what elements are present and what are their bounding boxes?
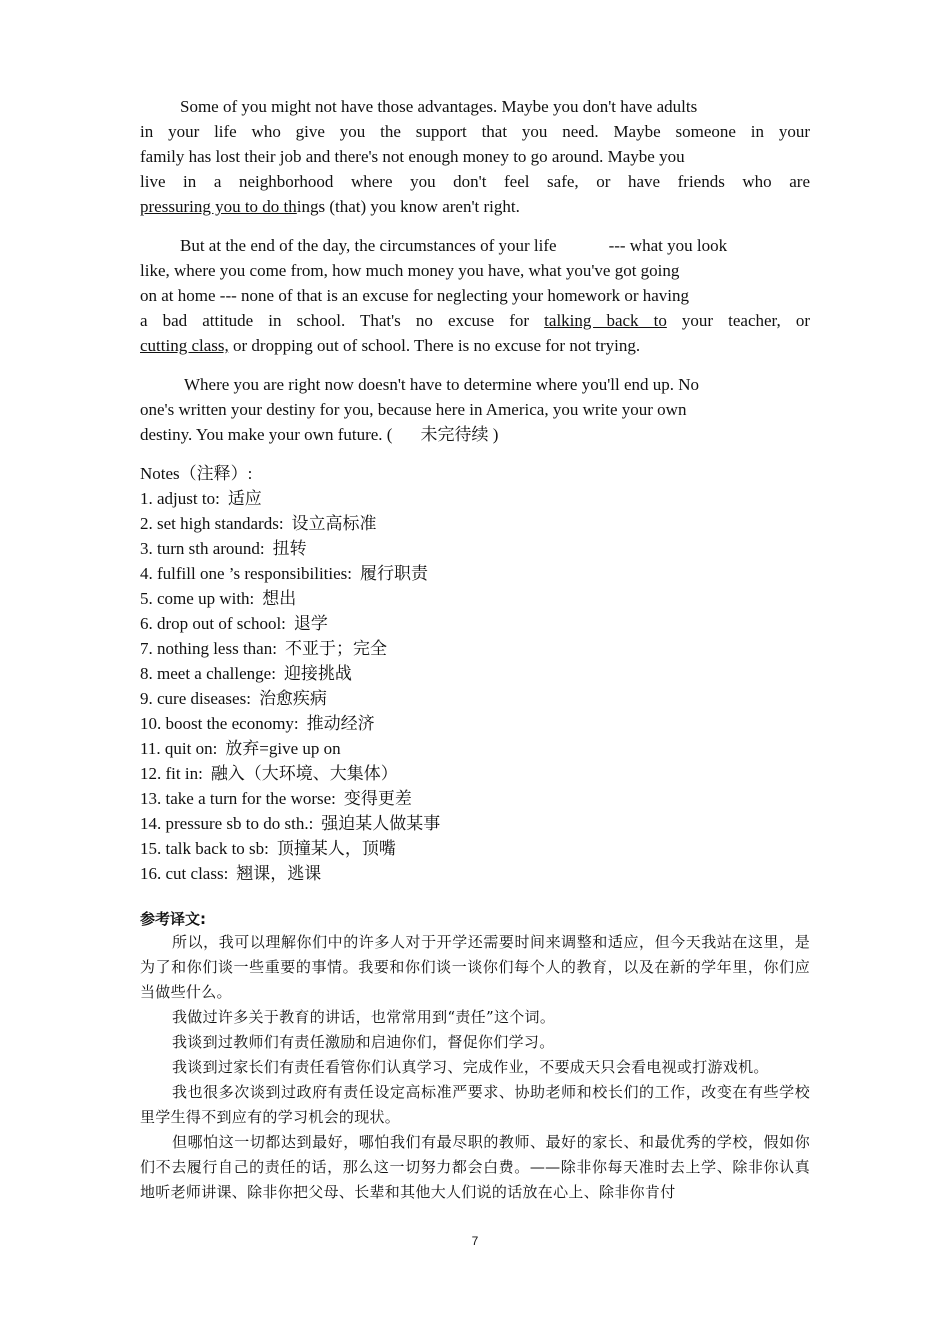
text-line: [140, 308, 810, 333]
translation-paragraph: 我谈到过教师们有责任激励和启迪你们，督促你们学习。: [172, 1033, 555, 1051]
paragraph-2: [140, 233, 810, 358]
page-number: 7: [471, 1234, 479, 1248]
note-item: [140, 811, 810, 836]
note-item: [140, 786, 810, 811]
text-line: on at home --- none of that is an excuse for neglecting your homework or having: [140, 286, 690, 305]
note-item: [140, 536, 810, 561]
note-term: 5. come up with:: [140, 589, 255, 608]
note-meaning: 设立高标准: [291, 514, 377, 533]
note-term: 16. cut class:: [140, 864, 229, 883]
note-item: [140, 611, 810, 636]
note-term: 7. nothing less than:: [140, 639, 277, 658]
text-line: [140, 233, 810, 258]
note-term: 6. drop out of school:: [140, 614, 286, 633]
text-span: ings (that) you know aren't right.: [296, 197, 520, 216]
note-item: [140, 836, 810, 861]
note-term: 14. pressure sb to do sth.:: [140, 814, 314, 833]
translation-paragraph: 我做过许多关于教育的讲话，也常常用到“责任”这个词。: [172, 1008, 556, 1026]
translation-paragraph: 所以，我可以理解你们中的许多人对于开学还需要时间来调整和适应，但今天我站在这里，是为了和你们谈一些重要的事情。我要和你们谈一谈你们每个人的教育，以及在新的学年里，你们应当做些什么。: [140, 933, 810, 1001]
text-line: live in a neighborhood where you don't feel safe, or have friends who are: [140, 172, 810, 191]
paragraph-1: [140, 94, 810, 219]
underlined-phrase: cutting class,: [140, 336, 229, 355]
text-span: or dropping out of school. There is no excuse for not trying.: [228, 336, 641, 355]
note-term: 2. set high standards:: [140, 514, 284, 533]
note-meaning: 履行职责: [360, 564, 429, 583]
underlined-phrase: pressuring you to do th: [140, 197, 297, 216]
note-term: 3. turn sth around:: [140, 539, 265, 558]
text-line: like, where you come from, how much money you have, what you've got going: [140, 261, 680, 280]
notes-heading: Notes（注释）:: [140, 464, 253, 483]
note-item: [140, 711, 810, 736]
note-item: [140, 636, 810, 661]
note-term: 12. fit in:: [140, 764, 203, 783]
text-line: one's written your destiny for you, because here in America, you write your own: [140, 400, 687, 419]
text-span: your teacher, or: [681, 311, 811, 330]
text-line: [140, 194, 810, 219]
text-line: [140, 333, 810, 358]
note-item: [140, 486, 810, 511]
note-term: 9. cure diseases:: [140, 689, 251, 708]
note-term: 1. adjust to:: [140, 489, 220, 508]
translation-paragraph: 但哪怕这一切都达到最好，哪怕我们有最尽职的教师、最好的家长、和最优秀的学校，假如你们不去履行自己的责任的话，那么这一切努力都会白费。——除非你每天准时去上学、除非你认真地听老师讲课、除非你把父母、长辈和其他大人们说的话放在心上、除非你肯付: [140, 1133, 810, 1201]
text-span: 未完待续 ): [420, 425, 499, 444]
note-term: 4. fulfill one ’s responsibilities:: [140, 564, 353, 583]
note-meaning: 顶撞某人，顶嘴: [276, 839, 396, 858]
note-term: 13. take a turn for the worse:: [140, 789, 336, 808]
text-line: family has lost their job and there's not enough money to go around. Maybe you: [140, 147, 685, 166]
note-meaning: 强迫某人做某事: [321, 814, 441, 833]
translation-title: 参考译文:: [140, 910, 206, 928]
note-meaning: 适应: [227, 489, 262, 508]
note-item: [140, 661, 810, 686]
text-line: [140, 422, 810, 447]
note-meaning: 退学: [293, 614, 328, 633]
note-term: 8. meet a challenge:: [140, 664, 276, 683]
note-item: [140, 511, 810, 536]
underlined-phrase: talking back to: [544, 311, 667, 330]
text-span: But at the end of the day, the circumstances of your life: [180, 236, 557, 255]
text-span: a bad attitude in school. That's no excuse for: [140, 311, 530, 330]
note-item: [140, 561, 810, 586]
note-meaning: 扭转: [272, 539, 307, 558]
note-meaning: 不亚于；完全: [284, 639, 387, 658]
note-meaning: 翘课，逃课: [236, 864, 322, 883]
text-line: in your life who give you the support that you need. Maybe someone in your: [140, 122, 810, 141]
translation-paragraph: 我谈到过家长们有责任看管你们认真学习、完成作业，不要成天只会看电视或打游戏机。: [172, 1058, 769, 1076]
document-page: [140, 94, 810, 1205]
note-meaning: 融入（大环境、大集体）: [210, 764, 398, 783]
notes-section: [140, 461, 810, 886]
paragraph-3: [140, 372, 810, 447]
note-meaning: 放弃=give up on: [225, 739, 341, 758]
note-term: 11. quit on:: [140, 739, 218, 758]
note-meaning: 治愈疾病: [258, 689, 327, 708]
note-meaning: 想出: [262, 589, 297, 608]
note-term: 10. boost the economy:: [140, 714, 299, 733]
text-line: Some of you might not have those advantages. Maybe you don't have adults: [180, 97, 698, 116]
note-term: 15. talk back to sb:: [140, 839, 269, 858]
note-item: [140, 586, 810, 611]
note-meaning: 推动经济: [306, 714, 375, 733]
note-item: [140, 861, 810, 886]
text-line: Where you are right now doesn't have to determine where you'll end up. No: [184, 375, 700, 394]
translation-paragraph: 我也很多次谈到过政府有责任设定高标准严要求、协助老师和校长们的工作，改变在有些学校里学生得不到应有的学习机会的现状。: [140, 1083, 810, 1126]
text-span: --- what you look: [608, 236, 728, 255]
note-item: [140, 736, 810, 761]
note-meaning: 变得更差: [343, 789, 412, 808]
text-span: destiny. You make your own future. (: [140, 425, 393, 444]
note-meaning: 迎接挑战: [283, 664, 352, 683]
note-item: [140, 761, 810, 786]
note-item: [140, 686, 810, 711]
